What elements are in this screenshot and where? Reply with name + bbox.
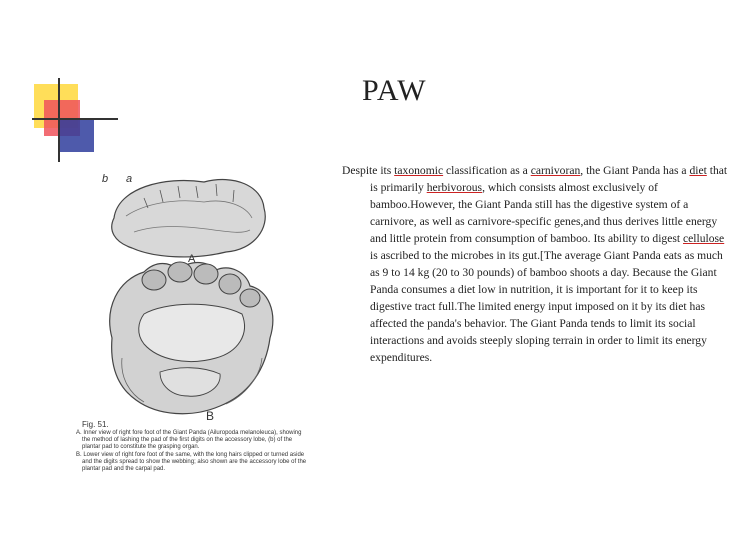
- caption-b: B. Lower view of right fore foot of the same, with the long hairs clipped or turned aside and the digits spread to show the webbing; also shown are the accessory lobe of the plantar pad and the carpal pad.: [76, 451, 307, 473]
- body-paragraph: [342, 162, 730, 366]
- text-segment: is ascribed to the microbes in its gut.[The average Giant Panda eats as much as 9 to 14 kg (20 to 30 pounds) of bamboo shoots a day. Because the Giant Panda consumes a diet low in nutrition, it is important for it to keep its digestive tract full.The limited energy input imposed on it by its diet has affected the panda's behavior. The Giant Panda tends to limit its social interactions and avoids steeply sloping terrain in order to limit its energy expenditures.: [370, 249, 723, 364]
- text-segment: Despite its: [342, 164, 395, 177]
- page-title: PAW: [362, 74, 427, 107]
- label-a: a: [126, 173, 133, 185]
- caption-a: A. Inner view of right fore foot of the Giant Panda (Ailuropoda melanoleuca), showing the method of lashing the pad of the first digits on the accessory lobe, (b) of the plantar pad to constitute the grasping organ.: [76, 430, 302, 451]
- paw-upper-drawing: [112, 180, 266, 257]
- link-cellulose[interactable]: cellulose: [683, 232, 725, 245]
- text-segment: classification as a: [443, 164, 531, 177]
- figure-caption: [76, 430, 308, 473]
- paw-lower-drawing: [110, 262, 273, 414]
- link-diet[interactable]: diet: [689, 164, 707, 177]
- decor-vertical-line: [58, 78, 60, 162]
- paw-illustration: [74, 168, 308, 426]
- link-taxonomic[interactable]: taxonomic: [394, 164, 444, 177]
- label-b: b: [102, 173, 109, 185]
- paw-figure: [74, 168, 308, 496]
- text-segment: that is primarily: [370, 164, 728, 194]
- label-upper-A: A: [188, 253, 196, 265]
- decor-horizontal-line: [32, 118, 118, 120]
- text-segment: , the Giant Panda has a: [580, 164, 690, 177]
- figure-number: Fig. 51.: [82, 420, 109, 429]
- text-segment: , which consists almost exclusively of bamboo.However, the Giant Panda still has the digestive system of a carnivore, as well as carnivore-specific genes,and thus derives little energy and little protein from consumption of bamboo. Its ability to digest: [370, 181, 718, 245]
- label-lower-B: B: [206, 409, 215, 423]
- link-carnivoran[interactable]: carnivoran: [530, 164, 581, 177]
- link-herbivorous[interactable]: herbivorous: [426, 181, 483, 194]
- decor-blue-square: [60, 118, 94, 152]
